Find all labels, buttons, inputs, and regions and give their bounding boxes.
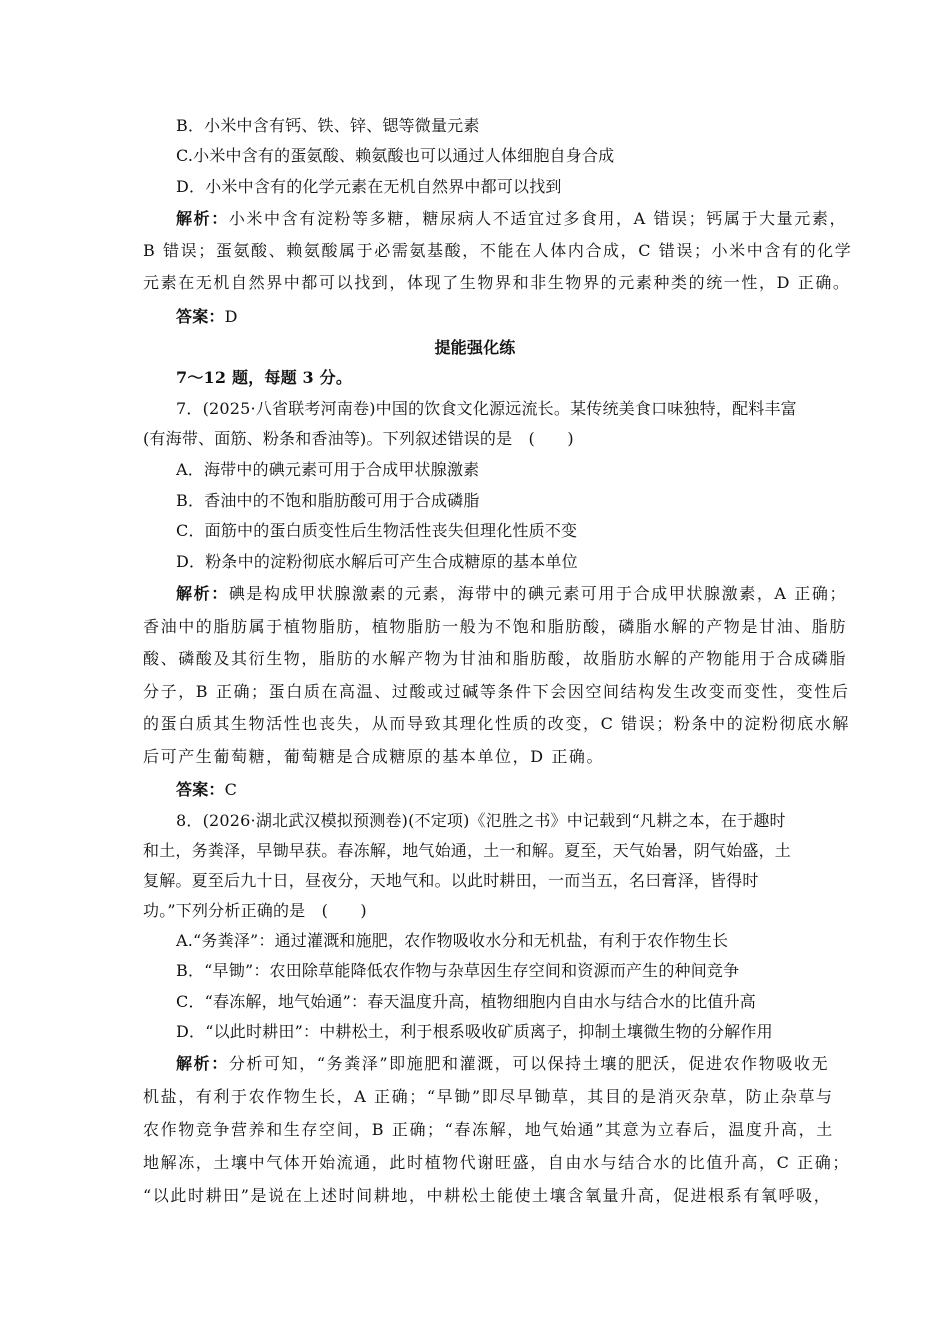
question-7-line-1: 7．(2025·八省联考河南卷)中国的饮食文化源远流长。某传统美食口味独特，配料丰富 (176, 399, 797, 418)
analysis-q7-line-1 (176, 583, 847, 605)
answer-q6 (176, 306, 238, 328)
analysis-text: 小米中含有淀粉等多糖，糖尿病人不适宜过多食用，A 错误；钙属于大量元素， (228, 209, 848, 228)
analysis-q7-line-3: 酸、磷酸及其衍生物，脂肪的水解产物为甘油和脂肪酸，故脂肪水解的产物能用于合成磷脂 (143, 649, 848, 668)
option-c-q6: C.小米中含有的蛋氨酸、赖氨酸也可以通过人体细胞自身合成 (176, 146, 615, 165)
answer-label: 答案： (176, 307, 225, 326)
analysis-q7-line-6: 后可产生葡萄糖，葡萄糖是合成糖原的基本单位，D 正确。 (143, 747, 605, 766)
analysis-q8-line-4: 地解冻，土壤中气体开始流通，此时植物代谢旺盛，自由水与结合水的比值升高，C 正确； (143, 1153, 850, 1172)
analysis-q6-line-3: 元素在无机自然界中都可以找到，体现了生物界和非生物界的元素种类的统一性，D 正确。 (143, 273, 851, 292)
answer-label: 答案： (176, 780, 225, 799)
analysis-text: 分析可知，“务粪泽”即施肥和灌溉，可以保持土壤的肥沃，促进农作物吸收无 (228, 1054, 830, 1073)
question-8-line-3: 复解。夏至后九十日，昼夜分，天地气和。以此时耕田，一而当五，名曰膏泽，皆得时 (143, 871, 759, 890)
option-a-q7: A．海带中的碘元素可用于合成甲状腺激素 (176, 460, 480, 479)
analysis-q8-line-1 (176, 1053, 829, 1075)
analysis-q6-line-1 (176, 208, 847, 230)
analysis-q8-line-2: 机盐，有利于农作物生长，A 正确；“早锄”即尽早锄草，其目的是消灭杂草，防止杂草与 (143, 1087, 834, 1106)
analysis-label: 解析： (176, 1054, 229, 1073)
analysis-label: 解析： (176, 584, 229, 603)
analysis-q8-line-5: “以此时耕田”是说在上述时间耕地，中耕松土能使土壤含氧量升高，促进根系有氧呼吸， (143, 1186, 832, 1205)
question-8-line-1: 8．(2026·湖北武汉模拟预测卷)(不定项)《氾胜之书》中记载到“凡耕之本，在于趣时 (176, 811, 786, 830)
option-b-q6: B．小米中含有钙、铁、锌、锶等微量元素 (176, 116, 480, 135)
option-a-q8: A.“务粪泽”：通过灌溉和施肥，农作物吸收水分和无机盐，有利于农作物生长 (176, 931, 729, 950)
option-b-q8: B．“早锄”：农田除草能降低农作物与杂草因生存空间和资源而产生的种间竞争 (176, 961, 740, 980)
question-8-line-4: 功。”下列分析正确的是 ( ) (143, 901, 367, 920)
option-b-q7: B．香油中的不饱和脂肪酸可用于合成磷脂 (176, 491, 480, 510)
option-c-q8: C．“春冻解，地气始通”：春天温度升高，植物细胞内自由水与结合水的比值升高 (176, 992, 757, 1011)
option-d-q8: D．“以此时耕田”：中耕松土，利于根系吸收矿质离子，抑制土壤微生物的分解作用 (176, 1022, 773, 1041)
analysis-q7-line-2: 香油中的脂肪属于植物脂肪，植物脂肪一般为不饱和脂肪酸，磷脂水解的产物是甘油、脂肪 (143, 617, 848, 636)
option-d-q6: D．小米中含有的化学元素在无机自然界中都可以找到 (176, 177, 562, 196)
analysis-label: 解析： (176, 209, 229, 228)
analysis-q7-line-4: 分子，B 正确；蛋白质在高温、过酸或过碱等条件下会因空间结构发生改变而变性，变性后 (143, 682, 850, 701)
section-heading: 提能强化练 (434, 338, 516, 357)
answer-value: C (224, 780, 238, 799)
question-7-line-2: (有海带、面筋、粉条和香油等)。下列叙述错误的是 ( ) (143, 429, 574, 448)
option-c-q7: C．面筋中的蛋白质变性后生物活性丧失但理化性质不变 (176, 521, 578, 540)
analysis-q7-line-5: 的蛋白质其生物活性也丧失，从而导致其理化性质的改变，C 错误；粉条中的淀粉彻底水解 (143, 714, 850, 733)
option-d-q7: D．粉条中的淀粉彻底水解后可产生合成糖原的基本单位 (176, 552, 578, 571)
analysis-q8-line-3: 农作物竞争营养和生存空间，B 正确；“春冻解，地气始通”其意为立春后，温度升高，土 (143, 1120, 834, 1139)
analysis-text: 碘是构成甲状腺激素的元素，海带中的碘元素可用于合成甲状腺激素，A 正确； (228, 584, 848, 603)
answer-q7 (176, 779, 237, 801)
section-note: 7～12 题，每题 3 分。 (176, 368, 353, 387)
analysis-q6-line-2: B 错误；蛋氨酸、赖氨酸属于必需氨基酸，不能在人体内合成，C 错误；小米中含有的化学 (143, 241, 853, 260)
answer-value: D (224, 307, 238, 326)
question-8-line-2: 和土，务粪泽，早锄早获。春冻解，地气始通，土一和解。夏至，天气始暑，阴气始盛，土 (143, 841, 792, 860)
